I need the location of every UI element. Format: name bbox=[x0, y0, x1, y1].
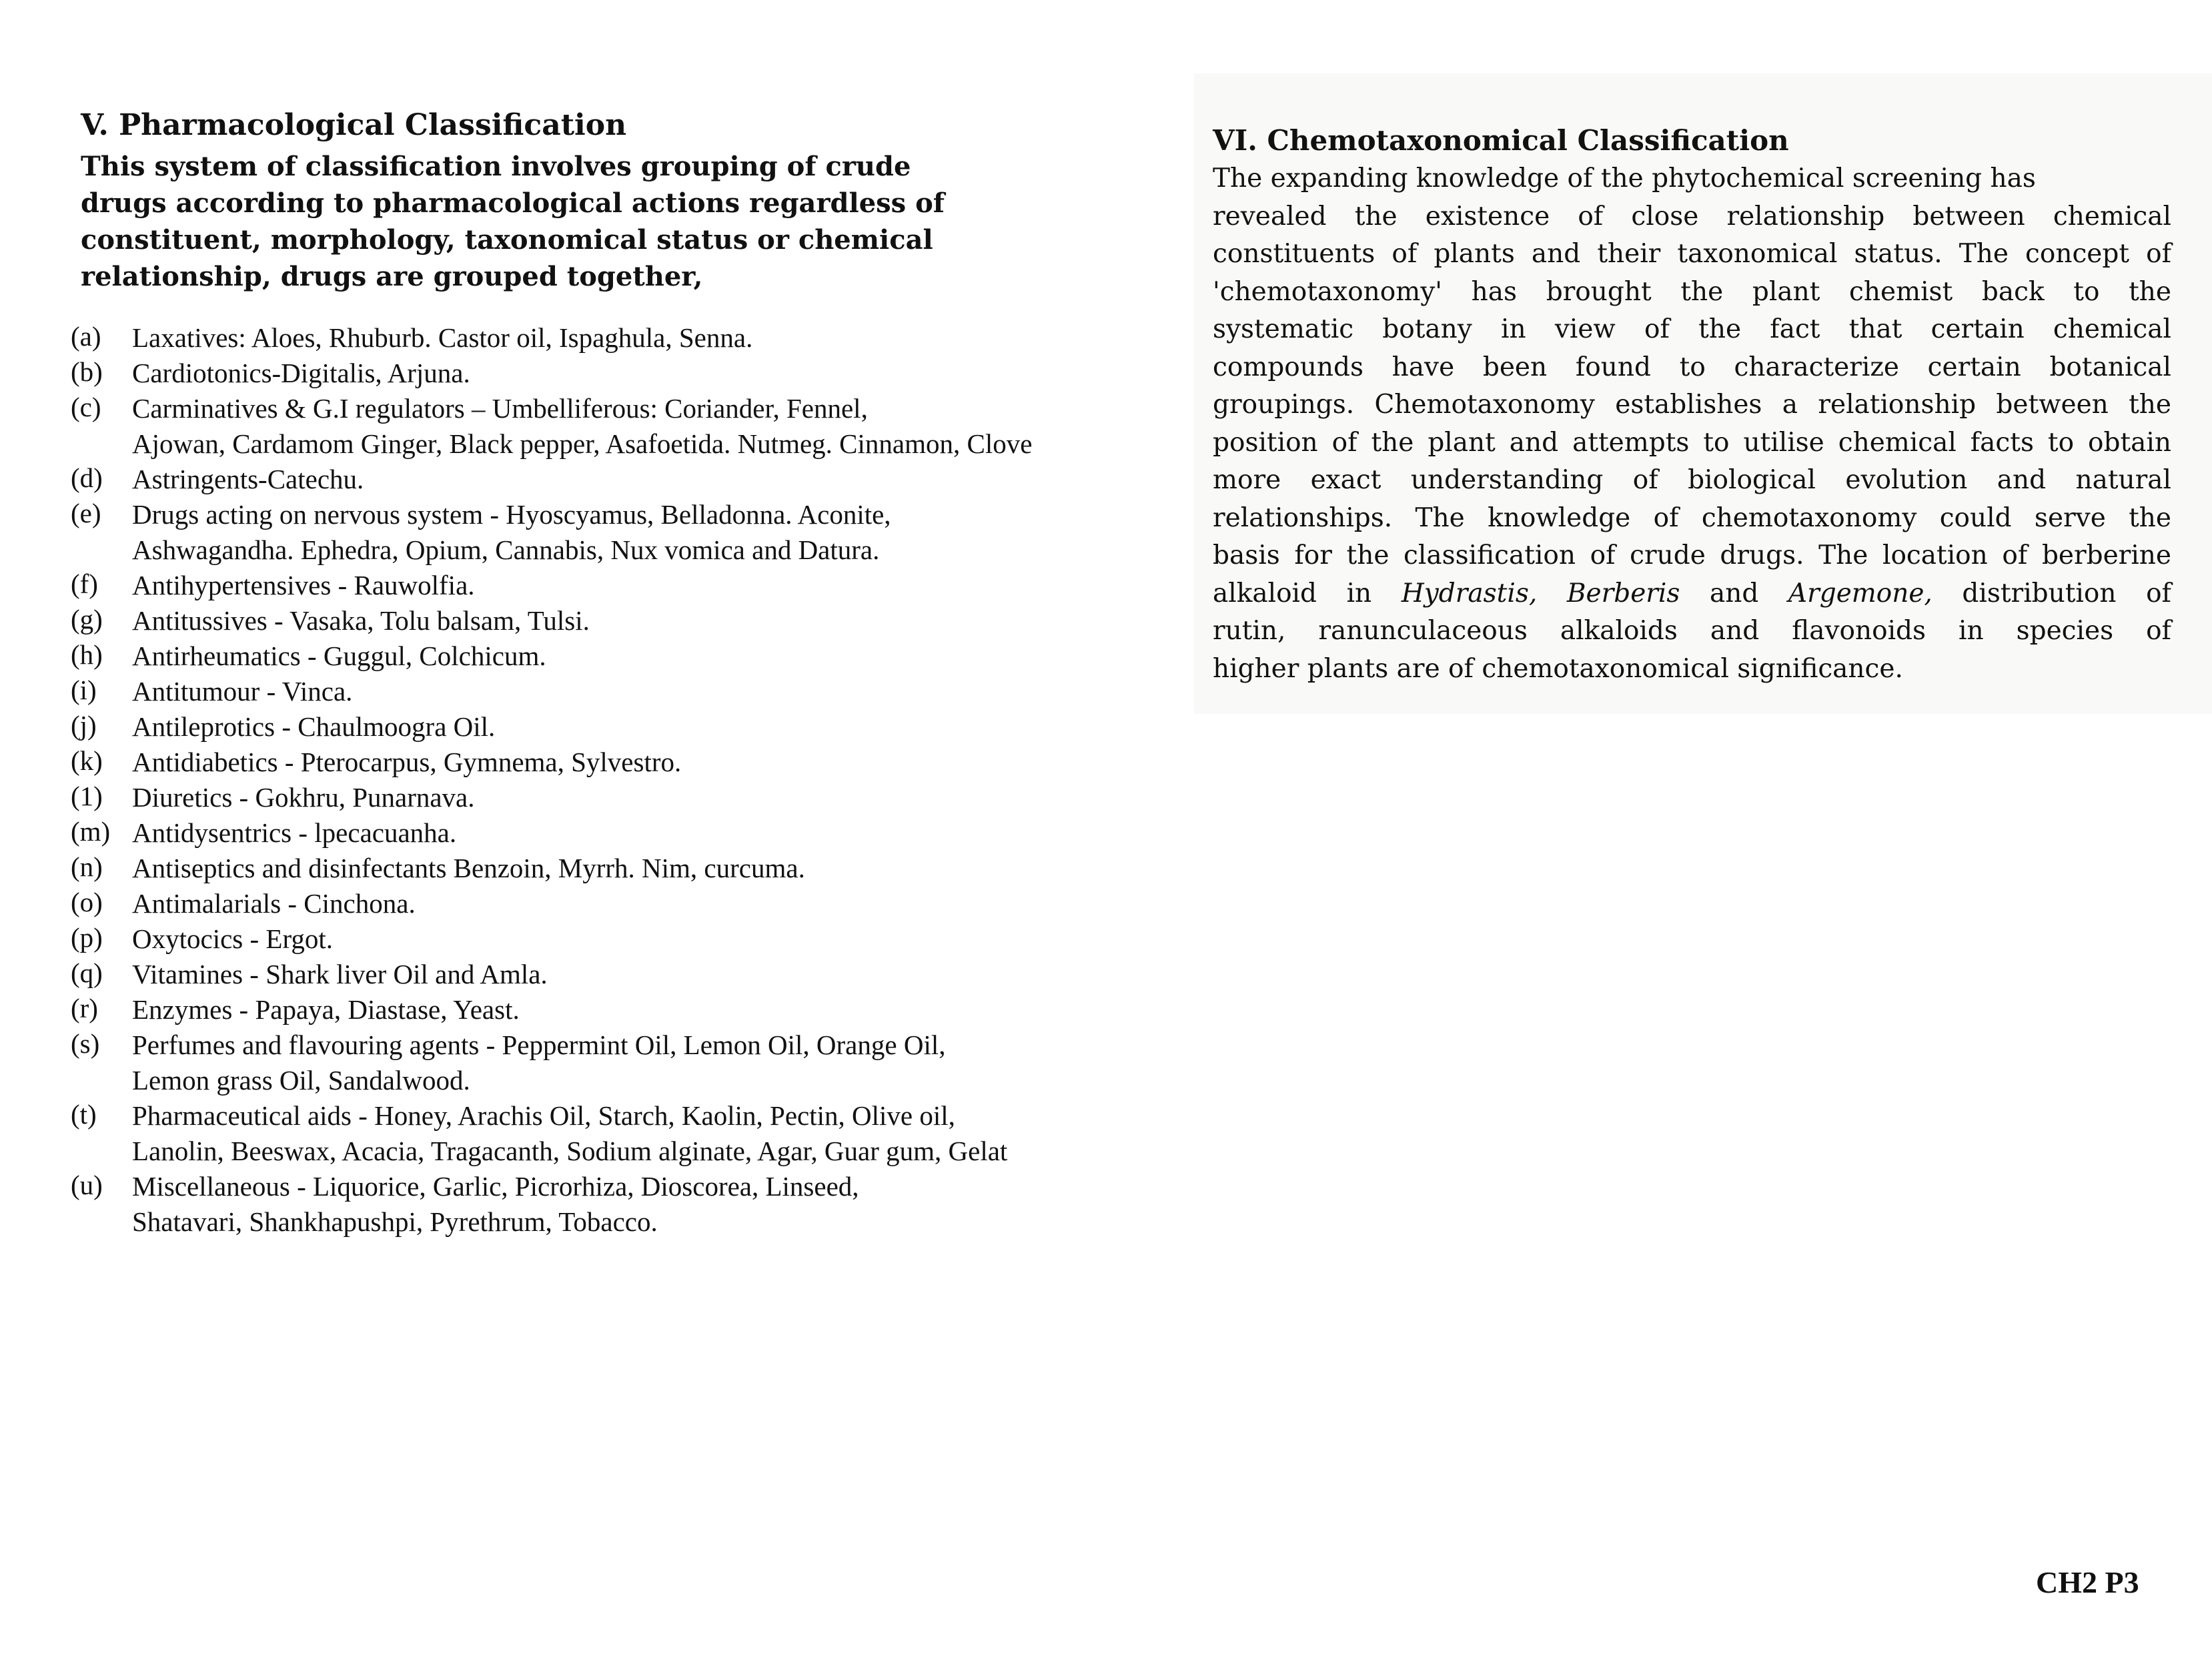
text: alkaloid in bbox=[1213, 578, 1402, 608]
paragraph-line: constituents of plants and their taxonomical status. The concept of bbox=[1213, 239, 2171, 269]
paragraph-line: systematic botany in view of the fact that certain chemical bbox=[1213, 314, 2171, 344]
list-item-label: (e) bbox=[71, 498, 101, 528]
list-item bbox=[71, 497, 1032, 568]
list-item-text: Pharmaceutical aids - Honey, Arachis Oil, Starch, Kaolin, Pectin, Olive oil, bbox=[132, 1100, 955, 1131]
list-item-label: (d) bbox=[71, 462, 103, 493]
list-item-label: (c) bbox=[71, 392, 101, 422]
intro-line: drugs according to pharmacological actions regardless of bbox=[81, 187, 945, 219]
list-item bbox=[71, 709, 1032, 745]
paragraph-line: 'chemotaxonomy' has brought the plant chemist back to the bbox=[1213, 276, 2171, 307]
list-item-text: Ashwagandha. Ephedra, Opium, Cannabis, Nux vomica and Datura. bbox=[132, 534, 880, 565]
list-item-label: (o) bbox=[71, 887, 103, 917]
list-item bbox=[71, 1027, 1032, 1098]
list-item-text: Cardiotonics-Digitalis, Arjuna. bbox=[132, 358, 470, 388]
list-item bbox=[71, 745, 1032, 780]
list-item-label: (1) bbox=[71, 781, 103, 811]
list-item-label: (h) bbox=[71, 639, 103, 670]
list-item-label: (b) bbox=[71, 356, 103, 387]
list-item-text: Vitamines - Shark liver Oil and Amla. bbox=[132, 959, 548, 989]
paragraph-line: rutin, ranunculaceous alkaloids and flavonoids in species of bbox=[1213, 616, 2171, 646]
list-item bbox=[71, 568, 1032, 603]
paragraph-line: compounds have been found to characterize certain botanical bbox=[1213, 352, 2171, 382]
paragraph-line: higher plants are of chemotaxonomical significance. bbox=[1213, 653, 1903, 684]
paragraph-line bbox=[1213, 575, 2171, 613]
paragraph-line: groupings. Chemotaxonomy establishes a relationship between the bbox=[1213, 390, 2171, 420]
list-item-text: Antileprotics - Chaulmoogra Oil. bbox=[132, 711, 496, 742]
list-item-label: (j) bbox=[71, 710, 97, 741]
page-number: CH2 P3 bbox=[2036, 1565, 2139, 1599]
list-item bbox=[71, 815, 1032, 851]
list-item-label: (a) bbox=[71, 321, 101, 352]
paragraph-line: relationships. The knowledge of chemotaxonomy could serve the bbox=[1213, 502, 2171, 533]
list-item-label: (p) bbox=[71, 922, 103, 953]
list-item-label: (u) bbox=[71, 1170, 103, 1200]
list-item-text: Antitussives - Vasaka, Tolu balsam, Tulsi. bbox=[132, 605, 590, 636]
list-item-label: (t) bbox=[71, 1099, 97, 1130]
list-item-text: Lemon grass Oil, Sandalwood. bbox=[132, 1065, 470, 1096]
section-vi-body bbox=[1213, 160, 2171, 688]
list-item-text: Miscellaneous - Liquorice, Garlic, Picrorhiza, Dioscorea, Linseed, bbox=[132, 1171, 859, 1202]
list-item-label: (s) bbox=[71, 1028, 100, 1059]
list-item-text: Carminatives & G.I regulators – Umbelliferous: Coriander, Fennel, bbox=[132, 393, 868, 424]
list-item-label: (k) bbox=[71, 745, 103, 776]
list-item-label: (m) bbox=[71, 816, 111, 847]
paragraph-line: position of the plant and attempts to utilise chemical facts to obtain bbox=[1213, 427, 2171, 458]
list-item bbox=[71, 674, 1032, 709]
list-item-text: Laxatives: Aloes, Rhuburb. Castor oil, Ispaghula, Senna. bbox=[132, 322, 753, 353]
section-v-heading: V. Pharmacological Classification bbox=[81, 108, 627, 142]
list-item-label: (i) bbox=[71, 675, 97, 705]
list-item bbox=[71, 992, 1032, 1027]
list-item bbox=[71, 639, 1032, 674]
list-item-text: Shatavari, Shankhapushpi, Pyrethrum, Tobacco. bbox=[132, 1206, 658, 1237]
list-item bbox=[71, 957, 1032, 992]
list-item-label: (r) bbox=[71, 993, 98, 1023]
list-item-text: Antidysentrics - lpecacuanha. bbox=[132, 817, 457, 848]
list-item bbox=[71, 462, 1032, 497]
section-v-intro bbox=[81, 148, 945, 295]
list-item bbox=[71, 320, 1032, 356]
list-item-text: Diuretics - Gokhru, Punarnava. bbox=[132, 782, 475, 813]
text: and bbox=[1680, 578, 1788, 608]
list-item bbox=[71, 1169, 1032, 1240]
list-item-text: Astringents-Catechu. bbox=[132, 464, 364, 494]
list-item-text: Antidiabetics - Pterocarpus, Gymnema, Sylvestro. bbox=[132, 747, 682, 777]
list-item-label: (f) bbox=[71, 568, 98, 599]
list-item bbox=[71, 1098, 1032, 1169]
section-vi-heading: VI. Chemotaxonomical Classification bbox=[1213, 124, 1789, 157]
genus-name: Argemone, bbox=[1788, 578, 1932, 608]
intro-line: constituent, morphology, taxonomical status or chemical bbox=[81, 224, 933, 256]
genus-name: Berberis bbox=[1566, 578, 1680, 608]
list-item-label: (g) bbox=[71, 604, 103, 635]
paragraph-line: revealed the existence of close relationship between chemical bbox=[1213, 201, 2171, 232]
list-item-text: Antitumour - Vinca. bbox=[132, 676, 353, 707]
intro-line: relationship, drugs are grouped together, bbox=[81, 261, 703, 292]
paragraph-line: more exact understanding of biological evolution and natural bbox=[1213, 465, 2171, 495]
intro-line: This system of classification involves grouping of crude bbox=[81, 151, 911, 182]
list-item-text: Drugs acting on nervous system - Hyoscyamus, Belladonna. Aconite, bbox=[132, 499, 891, 530]
list-item bbox=[71, 851, 1032, 886]
list-item-text: Antirheumatics - Guggul, Colchicum. bbox=[132, 641, 546, 671]
list-item bbox=[71, 886, 1032, 921]
list-item-text: Ajowan, Cardamom Ginger, Black pepper, Asafoetida. Nutmeg. Cinnamon, Clove bbox=[132, 428, 1033, 459]
list-item bbox=[71, 780, 1032, 815]
list-item-text: Perfumes and flavouring agents - Peppermint Oil, Lemon Oil, Orange Oil, bbox=[132, 1029, 946, 1060]
paragraph-line: The expanding knowledge of the phytochemical screening has bbox=[1213, 163, 2036, 193]
list-item-text: Antiseptics and disinfectants Benzoin, Myrrh. Nim, curcuma. bbox=[132, 853, 805, 883]
text: distribution of bbox=[1932, 578, 2171, 608]
list-item-text: Antihypertensives - Rauwolfia. bbox=[132, 570, 475, 600]
list-item bbox=[71, 921, 1032, 957]
list-item bbox=[71, 603, 1032, 639]
genus-name: Hydrastis, bbox=[1401, 578, 1538, 608]
list-item-text: Antimalarials - Cinchona. bbox=[132, 888, 416, 919]
list-item-text: Lanolin, Beeswax, Acacia, Tragacanth, Sodium alginate, Agar, Guar gum, Gelat bbox=[132, 1136, 1008, 1166]
list-item-label: (n) bbox=[71, 851, 103, 882]
list-item-label: (q) bbox=[71, 957, 103, 988]
paragraph-line: basis for the classification of crude drugs. The location of berberine bbox=[1213, 540, 2171, 570]
drug-classification-list bbox=[71, 320, 1032, 1240]
list-item-text: Enzymes - Papaya, Diastase, Yeast. bbox=[132, 994, 520, 1025]
list-item bbox=[71, 391, 1032, 462]
list-item-text: Oxytocics - Ergot. bbox=[132, 923, 333, 954]
list-item bbox=[71, 356, 1032, 391]
